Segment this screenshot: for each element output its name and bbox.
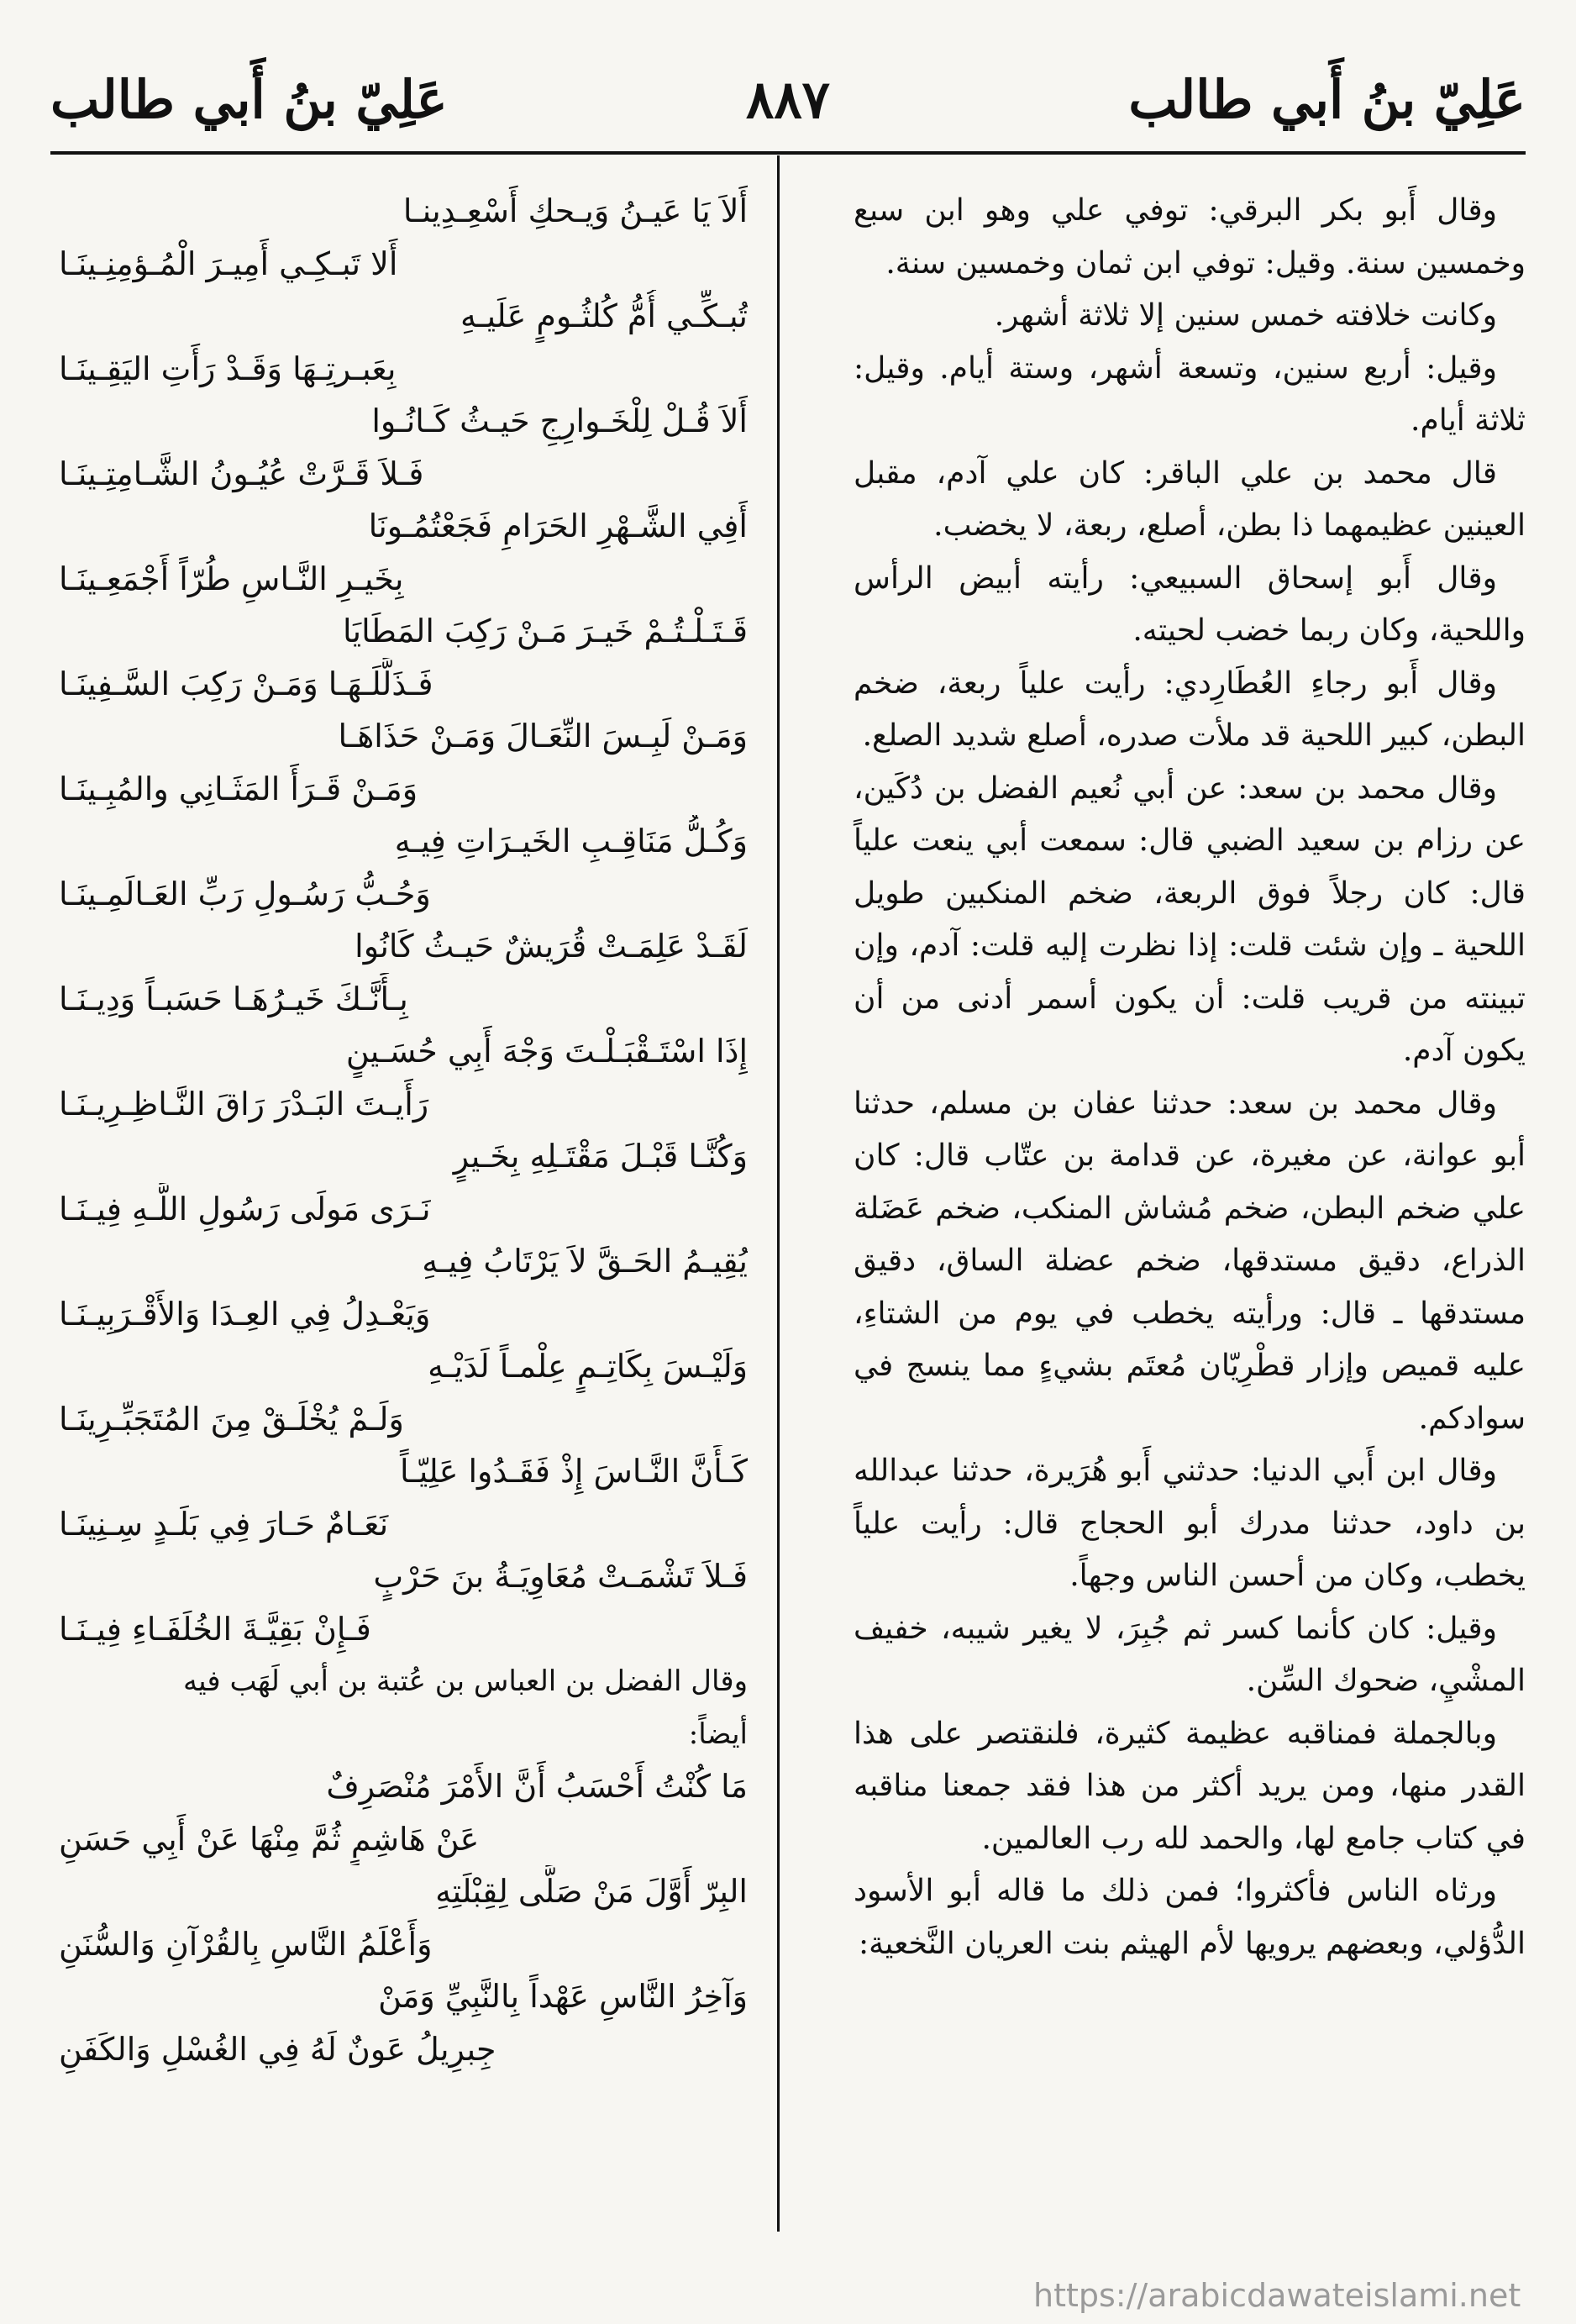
paragraph: ورثاه الناس فأكثروا؛ فمن ذلك ما قاله أبو الأسود الدُّؤلي، وبعضهم يرويها لأم الهيثم بنت العريان النَّخعية:: [854, 1874, 1526, 1961]
paragraph: قال محمد بن علي الباقر: كان علي آدم، مقبل العينين عظيمهما ذا بطن، أصلع، ربعة، لا يخضب.: [854, 455, 1526, 543]
poem-hemistich: فَـلاَ تَشْمَـتْ مُعَاوِيَـةُ بنَ حَرْبٍ: [373, 1558, 748, 1595]
paragraph: وقيل: أربع سنين، وتسعة أشهر، وستة أيام. وقيل: ثلاثة أيام.: [854, 350, 1526, 438]
poem-hemistich: وَمَـنْ لَبِـسَ النِّعَـالَ وَمَـنْ حَذَاهَـا: [338, 718, 748, 755]
column-divider: [777, 155, 780, 2232]
page-number: ٨٨٧: [746, 69, 830, 130]
poem-hemistich: وَحُـبُّ رَسُـولِ رَبِّ العَـالَمِـينَـا: [59, 875, 431, 912]
poem-introduction-continued: أيضاً:: [688, 1717, 748, 1751]
running-header: [50, 59, 1526, 155]
poem-hemistich: وَكُنَّـا قَبْـلَ مَقْتَـلِهِ بِخَـيرٍ: [453, 1138, 748, 1175]
paragraph: وقال ابن أَبي الدنيا: حدثني أَبو هُرَيرة، حدثنا عبدالله بن داود، حدثنا مدرك أبو الحجاج قال: رأيت علياً يخطب، وكان من أحسن الناس وجهاً.: [854, 1454, 1526, 1593]
running-title-left: عَلِيّ بنُ أَبي طالب: [50, 69, 448, 130]
poem-hemistich: نَعَـامٌ حَـارَ فِي بَلَـدٍ سِـنِينَـا: [59, 1505, 389, 1543]
poem-hemistich: إِذَا اسْتَـقْبَـلْـتَ وَجْهَ أَبِي حُسَـينٍ: [345, 1033, 748, 1070]
poem-hemistich: لَقَـدْ عَلِمَـتْ قُرَيشٌ حَيـثُ كَانُوا: [355, 928, 748, 965]
poem-hemistich: وَيَعْـدِلُ فِي العِـدَا وَالأَقْـرَبِيـنَـا: [59, 1295, 431, 1333]
poem-hemistich: جِبرِيلُ عَونٌ لَهُ فِي الغُسْلِ وَالكَفَنِ: [59, 2030, 496, 2068]
paragraph: وقال أَبو رجاءِ العُطَارِدي: رأيت علياً ربعة، ضخم البطن، كبير اللحية قد ملأت صدره، أصلع شديد الصلع.: [854, 665, 1526, 753]
poem-hemistich: أَفِي الشَّـهْرِ الحَرَامِ فَجَعْتُمُـونَا: [368, 507, 748, 544]
poem-hemistich: وَأَعْلَمُ النَّاسِ بِالقُرْآنِ وَالسُّنَنِ: [59, 1925, 433, 1963]
poem-hemistich: أَلا تَبـكِـي أَمِيـرَ الْمُـؤمِنِـينَـا: [59, 244, 398, 282]
poem-hemistich: أَلاَ قُـلْ لِلْخَـوارِجِ حَيـثُ كَـانُـوا: [371, 402, 748, 439]
poem-hemistich: وَمَـنْ قَـرَأَ المَثَـانِي والمُبِـينَـا: [59, 770, 418, 807]
paragraph: وكانت خلافته خمس سنين إلا ثلاثة أشهر.: [994, 298, 1497, 333]
poem-hemistich: فَـلاَ قَـرَّتْ عُيُـونُ الشَّـامِتِـينَـا: [59, 455, 424, 492]
poem-hemistich: فَـذَلَّلَـهَـا وَمَـنْ رَكِبَ السَّـفِينَـا: [59, 665, 433, 702]
poem-hemistich: بِخَيـرِ النَّـاسِ طُرّاً أَجْمَعِـينَـا: [59, 560, 404, 597]
poem-hemistich: وَلَيْـسَ بِكَاتِـمٍ عِلْمـاً لَدَيْـهِ: [428, 1348, 748, 1385]
poem-hemistich: مَا كُنْتُ أَحْسَبُ أَنَّ الأَمْرَ مُنْصَرِفٌ: [326, 1768, 748, 1805]
verse-column: [59, 185, 748, 2075]
poem-hemistich: وَلَـمْ يُخْلَـقْ مِنَ المُتَجَبِّـرِينَـا: [59, 1400, 404, 1438]
poem-hemistich: نَـرَى مَولَى رَسُولِ اللَّـهِ فِيـنَـا: [59, 1190, 431, 1228]
poem-hemistich: فَـإِنْ بَقِيَّـةَ الخُلَفَـاءِ فِيـنَـا: [59, 1610, 371, 1648]
prose-column: [854, 185, 1526, 1970]
poem-hemistich: بِعَبـرتِـهَا وَقَـدْ رَأَتِ اليَقِـينَـا: [59, 350, 397, 387]
poem-introduction: وقال الفضل بن العباس بن عُتبة بن أبي لَهَب فيه: [182, 1664, 748, 1698]
poem-hemistich: أَلاَ يَا عَيـنُ وَيـحكِ أَسْعِـدِينـا: [402, 192, 748, 229]
poem-hemistich: تُبـكِّـي أُمُّ كُلثُـومٍ عَلَيـهِ: [460, 297, 748, 334]
poem-hemistich: وَآخِرُ النَّاسِ عَهْداً بِالنَّبِيِّ وَمَنْ: [378, 1978, 748, 2015]
poem-hemistich: وَكُـلُّ مَنَاقِـبِ الخَيـرَاتِ فِيـهِ: [394, 823, 748, 860]
poem-hemistich: عَنْ هَاشِمٍ ثُمَّ مِنْهَا عَنْ أَبِي حَسَنِ: [59, 1820, 480, 1858]
paragraph: وقال أَبو إسحاق السبيعي: رأيته أبيض الرأس واللحية، وكان ربما خضب لحيته.: [854, 560, 1526, 648]
poem-hemistich: كَـأَنَّ النَّـاسَ إِذْ فَقَـدُوا عَلِيّـاً: [399, 1453, 748, 1490]
poem-hemistich: رَأَيـتَ البَـدْرَ رَاقَ النَّـاظِـرِيـنَـا: [59, 1085, 429, 1123]
watermark-url: https://arabicdawateislami.net: [1033, 2277, 1521, 2314]
poem-hemistich: بِـأَنَّـكَ خَيـرُهَـا حَسَبـاً وَدِيـنَـا: [59, 980, 408, 1017]
paragraph: وقيل: كان كأنما كسر ثم جُبِرَ، لا يغير شيبه، خفيف المشْيِ، ضحوك السِّن.: [854, 1611, 1526, 1698]
poem-hemistich: يُقِيـمُ الحَـقَّ لاَ يَرْتَابُ فِيـهِ: [422, 1243, 748, 1280]
paragraph: وقال محمد بن سعد: عن أبي نُعيم الفضل بن دُكَين، عن رزام بن سعيد الضبي قال: سمعت أبي ينعت علياً قال: كان رجلاً فوق الربعة، ضخم المنكبين طويل اللحية ـ وإن شئت قلت: إذا نظرت إليه قلت: آدم، وإن تبينته من قريب قلت: أن يكون أسمر أدنى من أن يكون آدم.: [854, 770, 1526, 1068]
paragraph: وقال محمد بن سعد: حدثنا عفان بن مسلم، حدثنا أبو عوانة، عن مغيرة، عن قدامة بن عتّاب قال: كان علي ضخم البطن، ضخم مُشاش المنكب، ضخم عَضَلة الذراع، دقيق مستدقها، ضخم عضلة الساق، دقيق مستدقها ـ قال: ورأيته يخطب في يوم من الشتاءِ، عليه قميص وإزار قطْرِيّان مُعتَم بشيءٍ مما ينسج في سوادكم.: [854, 1086, 1526, 1436]
paragraph: وقال أَبو بكر البرقي: توفي علي وهو ابن سبع وخمسين سنة. وقيل: توفي ابن ثمان وخمسين سنة.: [854, 193, 1526, 281]
running-title-right: عَلِيّ بنُ أَبي طالب: [1128, 69, 1526, 130]
poem-hemistich: البِرّ أَوَّلَ مَنْ صَلَّى لِقِبْلَتِهِ: [435, 1873, 748, 1910]
poem-hemistich: قَـتَـلْـتُـمْ خَيـرَ مَـنْ رَكِبَ المَطَايَا: [342, 613, 748, 649]
paragraph: وبالجملة فمناقبه عظيمة كثيرة، فلنقتصر على هذا القدر منها، ومن يريد أكثر من هذا فقد جمعنا مناقبه في كتاب جامع لها، والحمد لله رب العالمين.: [854, 1716, 1526, 1856]
